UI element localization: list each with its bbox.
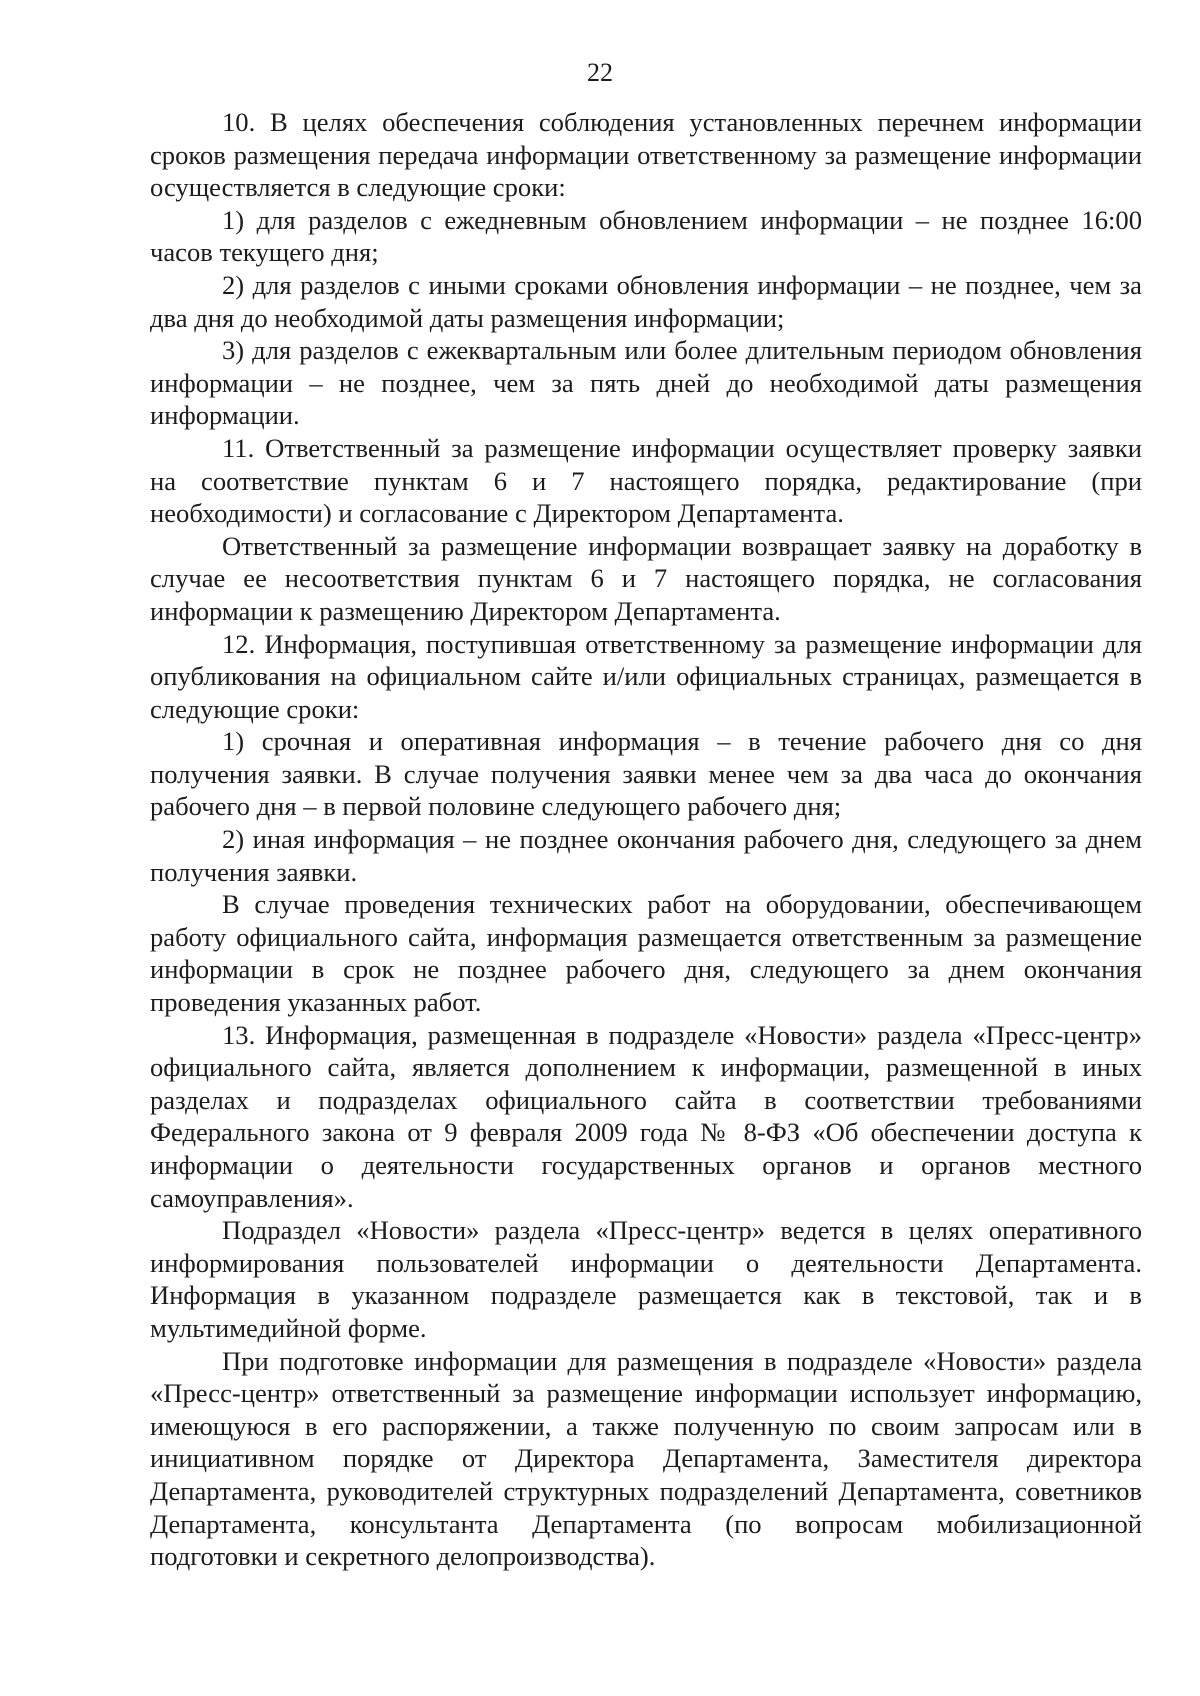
paragraph-item-12: 12. Информация, поступившая ответственному за размещение информации для опубликования на официальном сайте и/или официальных страницах, размещается в следующие сроки: [150, 628, 1142, 724]
paragraph-news-preparation: При подготовке информации для размещения в подразделе «Новости» раздела «Пресс-центр» ответственный за размещение информации использует информацию, имеющуюся в его распоряжении, а также полученную по своим запросам или в инициативном порядке от Директора Департамента, Заместителя директора Департамента, руководителей структурных подразделений Департамента, советников Департамента, консультанта Департамента (по вопросам мобилизационной подготовки и секретного делопроизводства). [150, 1345, 1142, 1572]
paragraph-technical-works: В случае проведения технических работ на оборудовании, обеспечивающем работу официального сайта, информация размещается ответственным за размещение информации в срок не позднее рабочего дня, следующего за днем окончания проведения указанных работ. [150, 889, 1142, 1018]
subitem-12-1: 1) срочная и оперативная информация – в течение рабочего дня со дня получения заявки. В случае получения заявки менее чем за два часа до окончания рабочего дня – в первой половине следующего рабочего дня; [150, 726, 1142, 822]
paragraph-item-10: 10. В целях обеспечения соблюдения установленных перечнем информации сроков размещения передача информации ответственному за размещение информации осуществляется в следующие сроки: [150, 107, 1142, 203]
subitem-10-2: 2) для разделов с иными сроками обновления информации – не позднее, чем за два дня до необходимой даты размещения информации; [150, 269, 1142, 333]
paragraph-item-13: 13. Информация, размещенная в подразделе «Новости» раздела «Пресс-центр» официального сайта, является дополнением к информации, размещенной в иных разделах и подразделах официального сайта в соответствии требованиями Федерального закона от 9 февраля 2009 года № 8-ФЗ «Об обеспечении доступа к информации о деятельности государственных органов и органов местного самоуправления». [150, 1019, 1142, 1213]
page-number: 22 [587, 58, 613, 87]
subitem-10-3: 3) для разделов с ежеквартальным или более длительным периодом обновления информации – не позднее, чем за пять дней до необходимой даты размещения информации. [150, 335, 1142, 431]
paragraph-news-subsection: Подраздел «Новости» раздела «Пресс-центр» ведется в целях оперативного информирования пользователей информации о деятельности Департамента. Информация в указанном подразделе размещается как в текстовой, так и в мультимедийной форме. [150, 1215, 1142, 1343]
paragraph-item-11: 11. Ответственный за размещение информации осуществляет проверку заявки на соответствие пунктам 6 и 7 настоящего порядка, редактирование (при необходимости) и согласование с Директором Департамента. [150, 432, 1142, 529]
document-body [150, 106, 1142, 1573]
paragraph-item-11-return: Ответственный за размещение информации возвращает заявку на доработку в случае ее несоответствия пунктам 6 и 7 настоящего порядка, не согласования информации к размещению Директором Департамента. [150, 530, 1142, 626]
subitem-10-1: 1) для разделов с ежедневным обновлением информации – не позднее 16:00 часов текущего дня; [150, 204, 1142, 268]
subitem-12-2: 2) иная информация – не позднее окончания рабочего дня, следующего за днем получения заявки. [150, 824, 1142, 887]
